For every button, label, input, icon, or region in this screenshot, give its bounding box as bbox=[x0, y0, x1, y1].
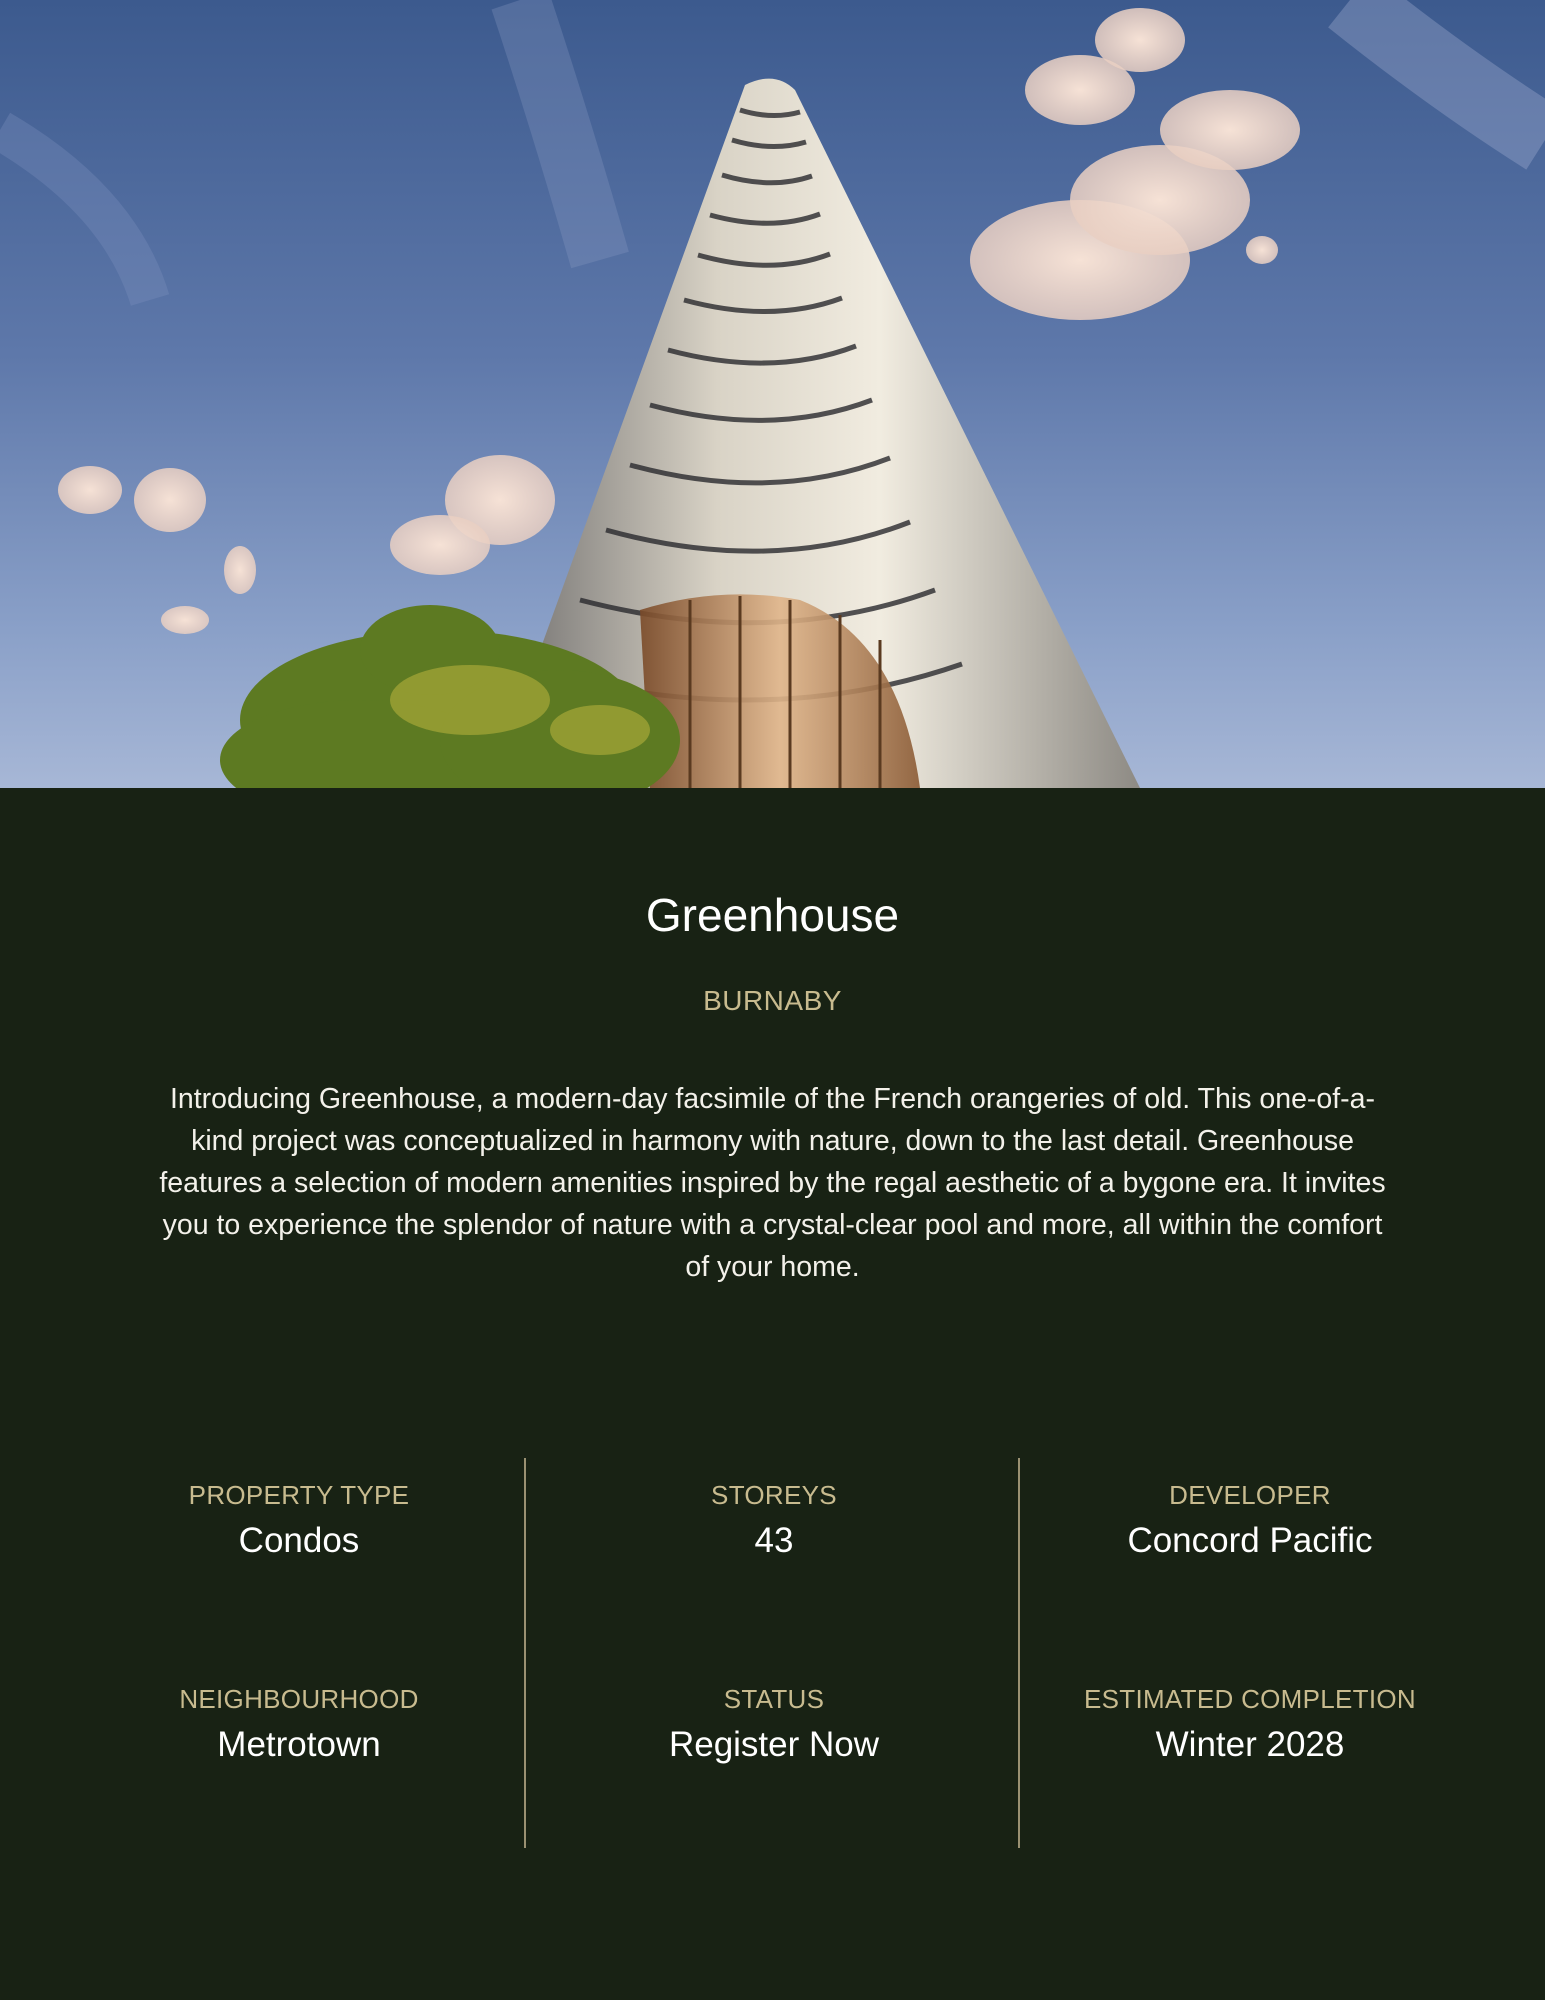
stat-neighbourhood bbox=[49, 1682, 549, 1768]
stat-developer bbox=[1000, 1478, 1500, 1564]
stat-estimated-completion bbox=[1000, 1682, 1500, 1768]
project-title: Greenhouse bbox=[645, 889, 900, 941]
stat-label: ESTIMATED COMPLETION bbox=[1084, 1684, 1416, 1714]
stat-label: NEIGHBOURHOOD bbox=[179, 1684, 419, 1714]
hero-image bbox=[0, 0, 1545, 788]
tower-rendering-image bbox=[0, 0, 1545, 788]
stat-value: 43 bbox=[754, 1521, 794, 1560]
stat-storeys bbox=[524, 1478, 1024, 1564]
stat-property-type bbox=[49, 1478, 549, 1564]
stat-label: STOREYS bbox=[711, 1480, 837, 1510]
stat-status bbox=[524, 1682, 1024, 1768]
stat-label: STATUS bbox=[723, 1684, 825, 1714]
stat-value: Register Now bbox=[668, 1725, 880, 1764]
stat-label: PROPERTY TYPE bbox=[188, 1480, 410, 1510]
project-location: BURNABY bbox=[703, 985, 842, 1016]
stat-value: Concord Pacific bbox=[1127, 1521, 1373, 1560]
stat-value: Winter 2028 bbox=[1155, 1725, 1345, 1764]
project-details bbox=[0, 788, 1545, 2000]
project-description: Introducing Greenhouse, a modern-day facsimile of the French orangeries of old. This one-of-a-kind project was conceptualized in harmony with nature, down to the last detail. Greenhouse features a selection of modern amenities inspired by the regal aesthetic of a bygone era. It invites you to experience the splendor of nature with a crystal-clear pool and more, all within the comfort of your home. bbox=[159, 1083, 1386, 1283]
stat-value: Metrotown bbox=[217, 1725, 381, 1764]
stat-value: Condos bbox=[238, 1521, 360, 1560]
stat-label: DEVELOPER bbox=[1169, 1480, 1331, 1510]
